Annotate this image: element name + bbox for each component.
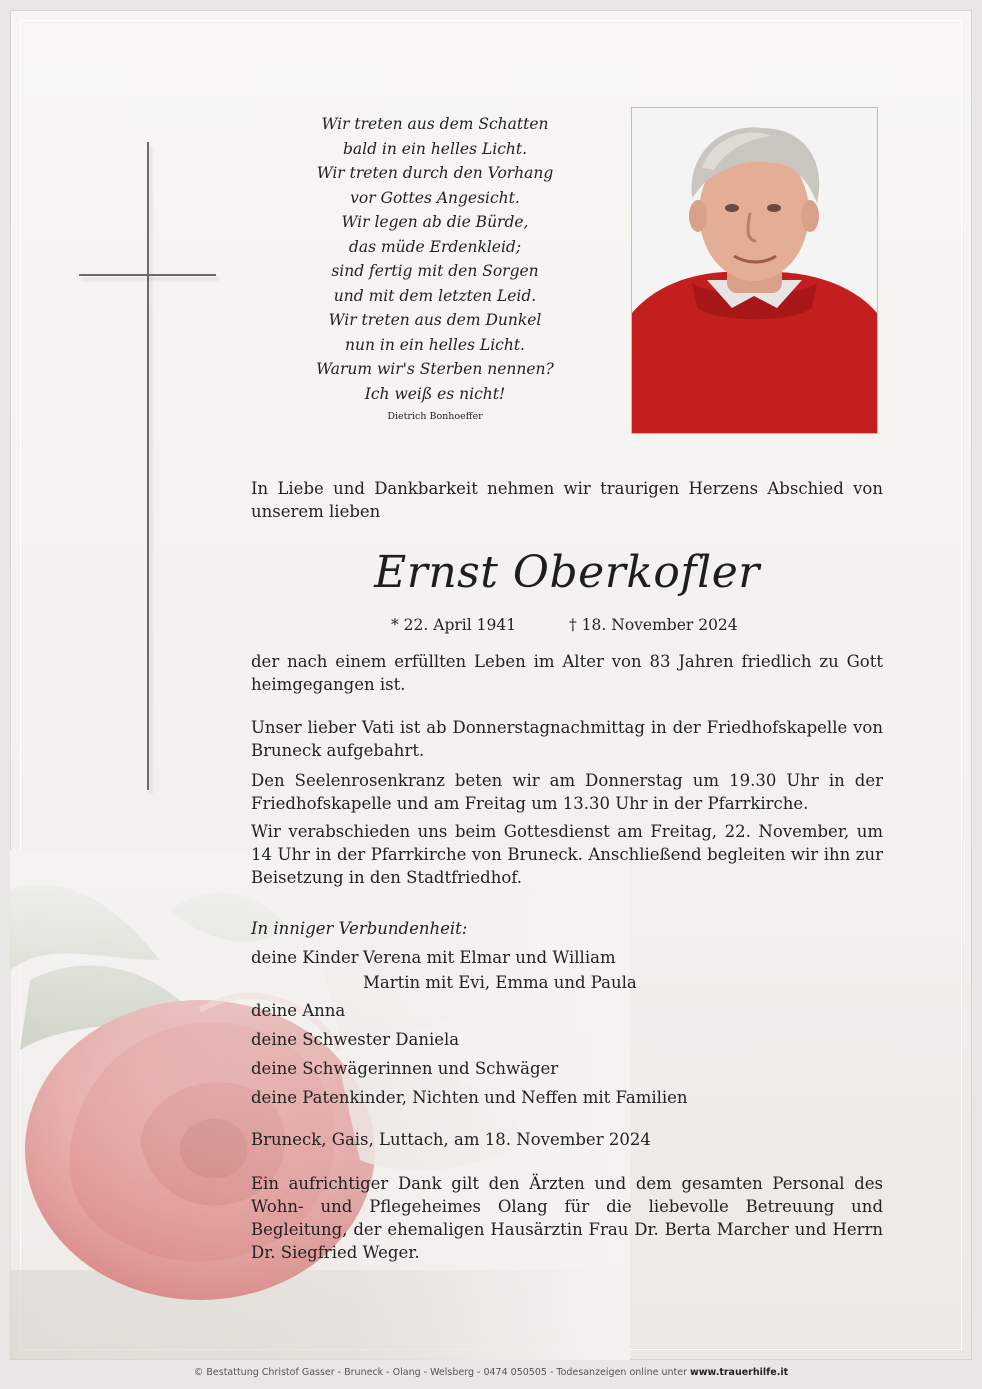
thanks-paragraph: Ein aufrichtiger Dank gilt den Ärzten und dem gesamten Personal des Wohn- und Pflegeheimes Olang für die liebevolle Betreuung und Begleitung, der ehemaligen Hausärztin Frau Dr. Berta Marcher und Herrn Dr. Siegfried Weger.: [251, 1174, 883, 1262]
obituary-sheet: [10, 10, 972, 1360]
poem-line: nun in ein helles Licht.: [345, 335, 525, 354]
footer-text: © Bestattung Christof Gasser - Bruneck - Olang - Welsberg - 0474 050505 - Todesanzeigen online unter: [193, 1367, 687, 1378]
poem-line: bald in ein helles Licht.: [342, 139, 528, 158]
poem-line: vor Gottes Angesicht.: [350, 188, 520, 207]
child-line: Martin mit Evi, Emma und Paula: [363, 973, 637, 992]
poem-line: sind fertig mit den Sorgen: [331, 262, 539, 280]
intro-text: In Liebe und Dankbarkeit nehmen wir traurigen Herzens Abschied von unserem lieben: [251, 479, 883, 521]
portrait-photo: [631, 107, 878, 434]
poem-line: und mit dem letzten Leid.: [333, 286, 537, 305]
body-paragraph-1: der nach einem erfüllten Leben im Alter von 83 Jahren friedlich zu Gott heimgegangen ist.: [251, 652, 883, 694]
portrait-illustration: [632, 108, 877, 433]
body-paragraph-2: Unser lieber Vati ist ab Donnerstagnachmittag in der Friedhofskapelle von Bruneck aufgebahrt.: [251, 718, 883, 760]
mourner-line: deine Anna: [251, 1001, 346, 1020]
child-line: Verena mit Elmar und William: [363, 948, 616, 967]
mourners-heading: In inniger Verbundenheit:: [251, 919, 468, 938]
poem-line: Wir treten aus dem Dunkel: [328, 311, 542, 329]
poem-line: Wir treten durch den Vorhang: [316, 164, 554, 182]
poem-line: das müde Erdenkleid;: [348, 237, 522, 256]
mourner-line: deine Patenkinder, Nichten und Neffen mit Familien: [251, 1088, 688, 1107]
mourner-line: deine Schwägerinnen und Schwäger: [251, 1059, 559, 1078]
body-paragraph-4: Wir verabschieden uns beim Gottesdienst am Freitag, 22. November, um 14 Uhr in der Pfarrkirche von Bruneck. Anschließend begleiten wir ihn zur Beisetzung in den Stadtfriedhof.: [251, 822, 883, 887]
poem-line: Warum wir's Sterben nennen?: [316, 360, 554, 378]
place-and-date: Bruneck, Gais, Luttach, am 18. November 2024: [251, 1130, 651, 1149]
poem-line: Wir legen ab die Bürde,: [341, 213, 529, 231]
footer-link[interactable]: www.trauerhilfe.it: [690, 1367, 789, 1378]
poem-line: Wir treten aus dem Schatten: [321, 115, 549, 133]
poem-author: Dietrich Bonhoeffer: [387, 411, 483, 422]
children-label: deine Kinder: [251, 948, 359, 967]
footer: [0, 1367, 982, 1378]
poem: [265, 112, 605, 424]
cross-horizontal-bar: [79, 274, 216, 276]
death-date: † 18. November 2024: [569, 616, 738, 634]
poem-line: Ich weiß es nicht!: [364, 384, 506, 403]
body-paragraph-3: Den Seelenrosenkranz beten wir am Donnerstag um 19.30 Uhr in der Friedhofskapelle und am Freitag um 13.30 Uhr in der Pfarrkirche.: [251, 771, 883, 813]
mourner-line: deine Schwester Daniela: [251, 1030, 460, 1049]
birth-date: * 22. April 1941: [391, 616, 517, 634]
deceased-name: Ernst Oberkofler: [374, 547, 760, 598]
cross-vertical-bar: [147, 142, 149, 790]
